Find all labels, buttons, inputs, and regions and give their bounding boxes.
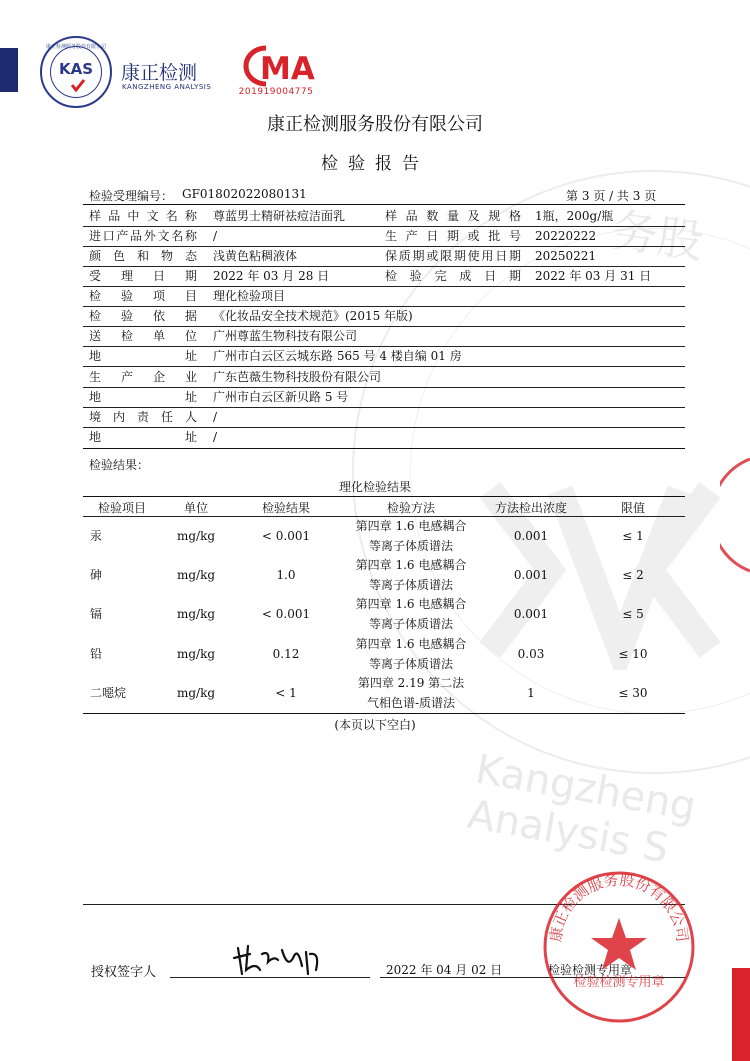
info-row	[89, 387, 685, 407]
watermark-chars: 务股	[608, 202, 707, 270]
info-row	[89, 246, 685, 266]
column-header: 方法检出浓度	[494, 501, 567, 515]
result-lod: 1	[527, 686, 535, 700]
result-method-line2: 气相色谱-质谱法	[366, 696, 456, 710]
info-row	[89, 407, 685, 427]
result-lod: 0.001	[513, 568, 549, 582]
column-header: 限值	[620, 501, 645, 515]
result-value: 1.0	[276, 568, 296, 582]
info-value: 尊蓝男士精研祛痘洁面乳	[213, 209, 346, 223]
accept-no: GF01802022080131	[182, 187, 307, 201]
info-label-right: 保质期或限期使用日期	[385, 249, 521, 263]
handwritten-signature	[232, 940, 324, 980]
results-section-label: 检验结果：	[89, 458, 150, 472]
info-row	[89, 346, 685, 366]
info-label: 样品中文名称	[89, 209, 197, 223]
brand-subtitle: KANGZHENG ANALYSIS	[122, 83, 212, 91]
result-limit: ≤ 10	[618, 647, 648, 661]
info-label: 进口产品外文名称	[89, 229, 197, 243]
ma-logo-text: MA	[260, 51, 315, 87]
info-value: 广东芭薇生物科技股份有限公司	[213, 370, 382, 384]
info-label: 地址	[89, 390, 197, 404]
checkmark-icon	[70, 78, 86, 92]
result-lod: 0.001	[513, 607, 549, 621]
info-row	[89, 286, 685, 306]
result-method-line2: 等离子体质谱法	[368, 657, 453, 671]
info-row	[89, 226, 685, 246]
partial-seal-edge	[720, 455, 750, 575]
info-label: 受理日期	[89, 269, 197, 283]
info-value: /	[213, 430, 218, 444]
result-unit: mg/kg	[176, 686, 216, 700]
info-value: 广州市白云区新贝路 5 号	[213, 390, 349, 404]
accept-no-label: 检验受理编号：	[89, 189, 174, 203]
result-unit: mg/kg	[176, 647, 216, 661]
result-method-line2: 等离子体质谱法	[368, 617, 453, 631]
result-limit: ≤ 30	[618, 686, 648, 700]
info-value: 广州市白云区云城东路 565 号 4 楼自编 01 房	[213, 349, 462, 363]
info-label: 检验项目	[89, 289, 197, 303]
column-header: 检验结果	[261, 501, 310, 515]
result-value: < 0.001	[261, 607, 311, 621]
info-value: 浅黄色粘稠液体	[213, 249, 298, 263]
info-label: 生产企业	[89, 370, 197, 384]
info-value-right: 2022 年 03 月 31 日	[535, 269, 652, 283]
info-label: 检验依据	[89, 309, 197, 323]
info-label: 送检单位	[89, 329, 197, 343]
info-label: 地址	[89, 349, 197, 363]
kas-ring-text: 康正检测服务股份有限公司	[45, 44, 106, 50]
result-item: 铅	[89, 647, 102, 661]
info-row	[89, 326, 685, 346]
info-label: 地址	[89, 430, 197, 444]
result-value: 0.12	[272, 647, 300, 661]
info-row	[89, 306, 685, 326]
info-label: 境内责任人	[89, 410, 197, 424]
column-header: 单位	[183, 501, 208, 515]
info-row	[89, 367, 685, 387]
result-method-line1: 第四章 2.19 第二法	[357, 676, 465, 690]
info-label-right: 生产日期或批号	[385, 229, 521, 243]
info-label-right: 检验完成日期	[385, 269, 521, 283]
sign-date: 2022 年 04 月 02 日	[386, 963, 503, 977]
seal-bottom-text: 检验检测专用章	[573, 975, 665, 990]
cma-logo	[236, 44, 316, 88]
result-method-line1: 第四章 1.6 电感耦合	[355, 597, 467, 611]
result-item: 汞	[89, 529, 102, 543]
kas-logo-text: KAS	[58, 60, 94, 78]
info-label: 颜色和物态	[89, 249, 197, 263]
result-value: < 0.001	[261, 529, 311, 543]
result-limit: ≤ 2	[622, 568, 644, 582]
report-title: 检验报告	[321, 154, 429, 174]
result-method-line2: 等离子体质谱法	[368, 539, 453, 553]
info-value: 《化妆品安全技术规范》(2015 年版)	[213, 309, 413, 323]
info-top-rule	[83, 204, 685, 205]
signer-label: 授权签字人	[91, 965, 157, 980]
kas-logo	[40, 36, 112, 108]
result-unit: mg/kg	[176, 607, 216, 621]
seal-label: 检验检测专用章	[548, 963, 633, 977]
result-lod: 0.001	[513, 529, 549, 543]
watermark-text: Kangzheng Analysis S	[464, 746, 700, 873]
info-label-right: 样品数量及规格	[385, 209, 521, 223]
info-row	[89, 266, 685, 286]
column-header: 检验方法	[386, 501, 435, 515]
info-row	[89, 427, 685, 447]
seal-ring-text: 康正检测服务股份有限公司	[546, 870, 692, 944]
column-header: 检验项目	[97, 501, 146, 515]
info-value: /	[213, 410, 218, 424]
result-limit: ≤ 1	[622, 529, 644, 543]
info-value: 广州尊蓝生物科技有限公司	[213, 329, 358, 343]
result-method-line2: 等离子体质谱法	[368, 578, 453, 592]
blank-page-note: (本页以下空白)	[334, 718, 416, 732]
result-method-line1: 第四章 1.6 电感耦合	[355, 637, 467, 651]
result-item: 镉	[89, 607, 102, 621]
left-accent-block	[0, 48, 18, 92]
result-method-line1: 第四章 1.6 电感耦合	[355, 558, 467, 572]
info-value-right: 20250221	[535, 249, 597, 263]
brand-name: 康正检测	[121, 62, 198, 84]
info-value-right: 20220222	[535, 229, 597, 243]
table-top-rule	[83, 496, 685, 497]
result-lod: 0.03	[517, 647, 545, 661]
info-value: 理化检验项目	[213, 289, 286, 303]
official-seal	[540, 868, 698, 1026]
cma-number: 201919004775	[238, 87, 314, 97]
info-bottom-rule	[83, 448, 685, 449]
info-row	[89, 206, 685, 226]
result-value: < 1	[275, 686, 297, 700]
result-item: 砷	[89, 568, 102, 582]
result-unit: mg/kg	[176, 568, 216, 582]
right-accent-bar	[732, 968, 750, 1061]
result-method-line1: 第四章 1.6 电感耦合	[355, 519, 467, 533]
table-bottom-rule	[83, 713, 685, 714]
result-item: 二噁烷	[89, 686, 126, 700]
result-unit: mg/kg	[176, 529, 216, 543]
info-value: /	[213, 229, 218, 243]
info-value-right: 1瓶，200g/瓶	[535, 209, 614, 223]
company-name: 康正检测服务股份有限公司	[267, 114, 483, 135]
results-table-title: 理化检验结果	[338, 480, 411, 494]
result-limit: ≤ 5	[622, 607, 644, 621]
page-indicator: 第 3 页 / 共 3 页	[566, 189, 657, 203]
info-value: 2022 年 03 月 28 日	[213, 269, 330, 283]
